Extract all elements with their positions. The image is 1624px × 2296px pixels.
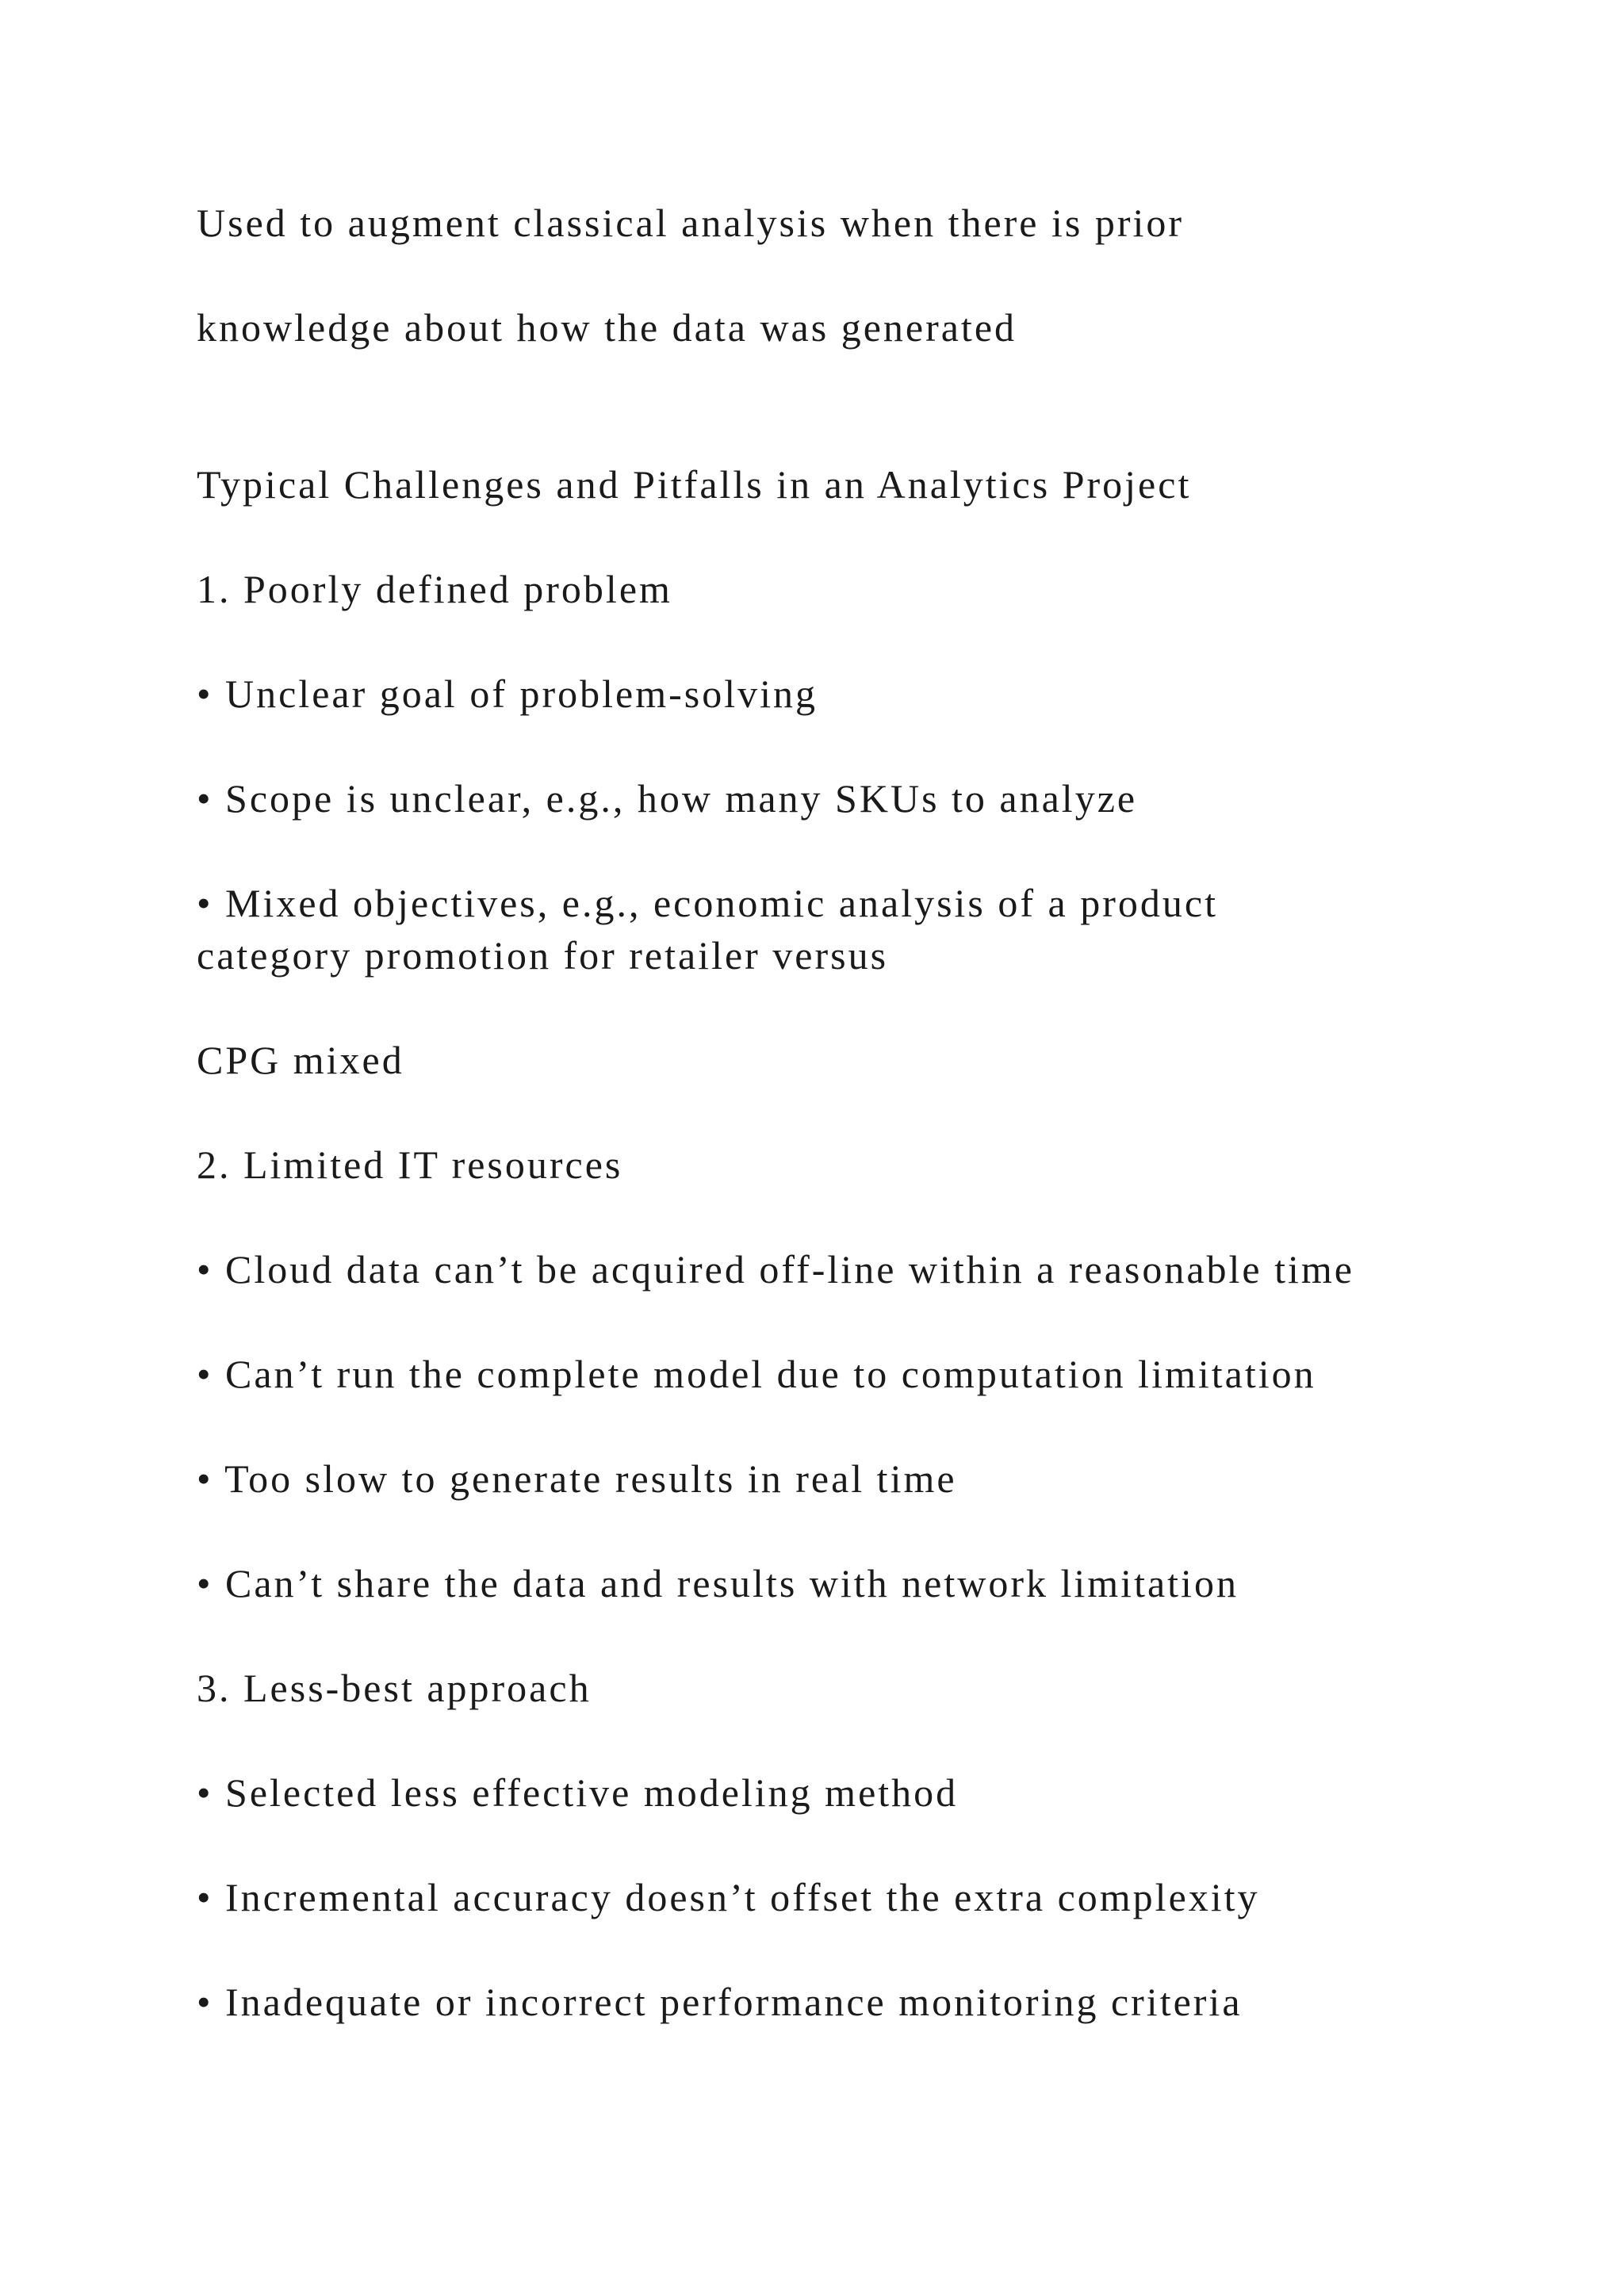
numbered-item-2: 2. Limited IT resources [197, 1142, 623, 1187]
section-heading: Typical Challenges and Pitfalls in an Analytics Project [197, 462, 1192, 507]
bullet-item: • Can’t run the complete model due to computation limitation [197, 1352, 1316, 1396]
bullet-continuation: category promotion for retailer versus [197, 933, 889, 978]
bullet-item: • Unclear goal of problem-solving [197, 672, 818, 716]
bullet-continuation: CPG mixed [197, 1038, 404, 1082]
numbered-item-1: 1. Poorly defined problem [197, 567, 672, 611]
bullet-item: • Can’t share the data and results with network limitation [197, 1561, 1239, 1605]
intro-line-2: knowledge about how the data was generated [197, 305, 1017, 350]
bullet-item: • Incremental accuracy doesn’t offset the extra complexity [197, 1875, 1260, 1919]
bullet-item: • Cloud data can’t be acquired off-line within a reasonable time [197, 1247, 1354, 1292]
bullet-item: • Selected less effective modeling method [197, 1770, 959, 1815]
bullet-item: • Scope is unclear, e.g., how many SKUs to analyze [197, 776, 1138, 821]
numbered-item-3: 3. Less-best approach [197, 1666, 592, 1710]
bullet-item: • Inadequate or incorrect performance monitoring criteria [197, 1980, 1243, 2024]
bullet-item: • Too slow to generate results in real time [197, 1456, 957, 1501]
bullet-item: • Mixed objectives, e.g., economic analysis of a product [197, 881, 1218, 925]
intro-line-1: Used to augment classical analysis when there is prior [197, 201, 1185, 245]
